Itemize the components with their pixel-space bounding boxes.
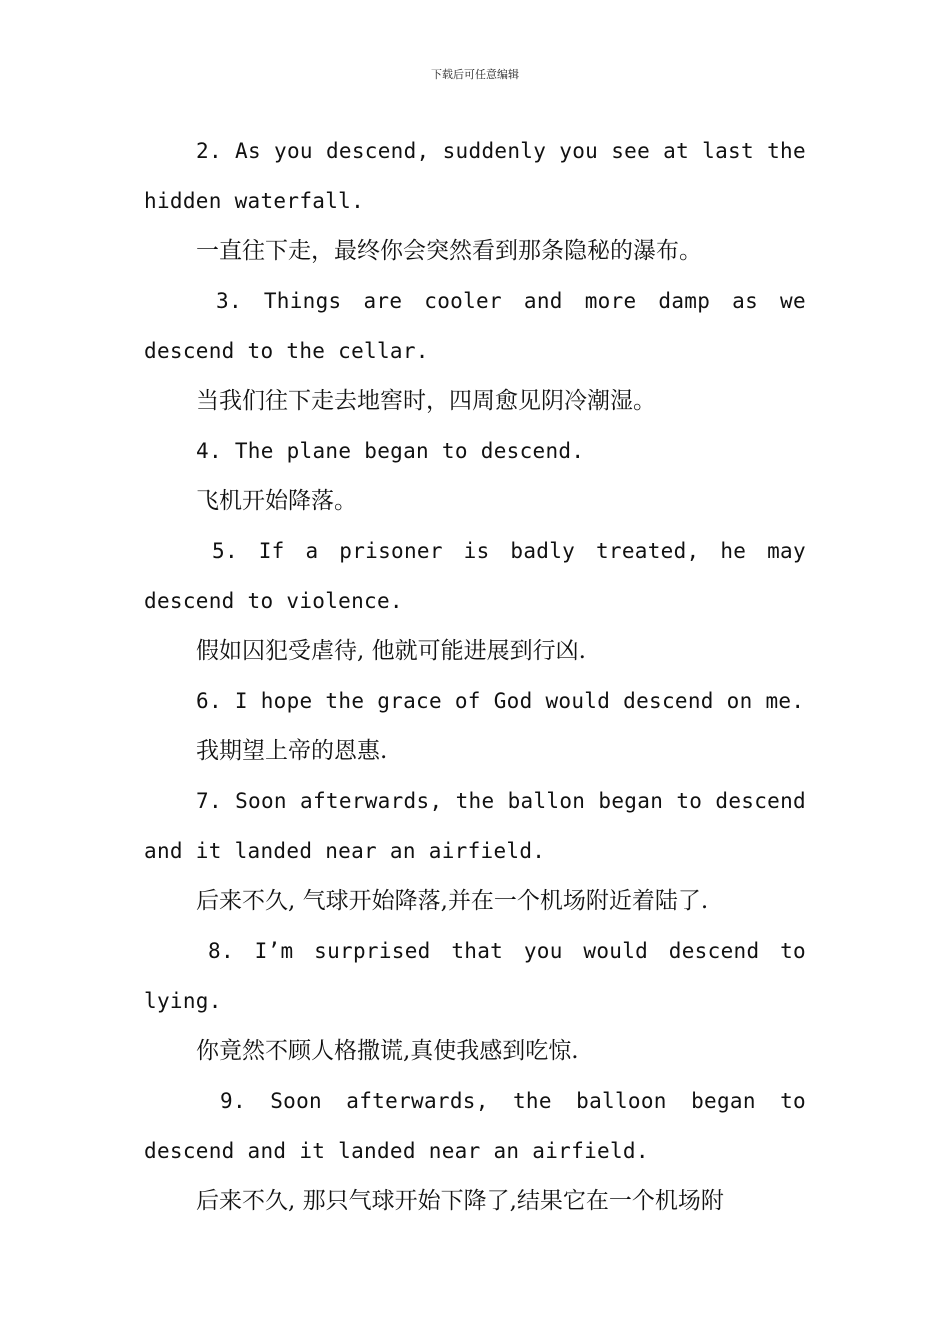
example-7-english-line-2: and it landed near an airfield. — [144, 839, 546, 863]
word: badly — [510, 539, 576, 563]
word: began — [691, 1089, 756, 1113]
word: began — [598, 789, 664, 813]
example-3-english-line-1 — [144, 276, 806, 326]
word: cooler — [424, 289, 502, 313]
word: is — [463, 539, 490, 563]
word: last — [702, 139, 754, 163]
word: 7. — [196, 789, 222, 813]
word: would — [583, 939, 649, 963]
example-5-english-line-2: descend to violence. — [144, 589, 403, 613]
word: suddenly — [442, 139, 547, 163]
word: Soon — [270, 1089, 322, 1113]
example-8-english-line-2: lying. — [144, 989, 222, 1013]
example-6-english: 6. I hope the grace of God would descend on me. — [196, 689, 805, 713]
word: as — [732, 289, 759, 313]
word: the — [512, 1089, 552, 1113]
word: afterwards, — [346, 1089, 489, 1113]
word: descend — [668, 939, 760, 963]
word: are — [363, 289, 403, 313]
word: and — [523, 289, 563, 313]
word: a — [305, 539, 319, 563]
example-9-english-line-1 — [144, 1076, 806, 1126]
word: Things — [263, 289, 342, 313]
example-6-chinese: 我期望上帝的恩惠. — [196, 738, 388, 764]
page-header: 下载后可任意编辑 — [431, 68, 519, 81]
document-body — [144, 126, 806, 1226]
word: If — [258, 539, 285, 563]
example-4-chinese: 飞机开始降落。 — [196, 488, 357, 514]
word: afterwards, — [300, 789, 443, 813]
word: the — [767, 139, 806, 163]
word: to — [780, 939, 806, 963]
example-7-chinese: 后来不久, 气球开始降落,并在一个机场附近着陆了. — [196, 888, 709, 914]
example-2-chinese: 一直往下走，最终你会突然看到那条隐秘的瀑布。 — [196, 238, 702, 264]
word: As — [235, 139, 261, 163]
word: you — [559, 139, 599, 163]
word: may — [767, 539, 806, 563]
word: 8. — [208, 939, 234, 963]
example-3-english-line-2: descend to the cellar. — [144, 339, 429, 363]
example-2-english-line-1 — [144, 126, 806, 176]
example-9-english-line-2: descend and it landed near an airfield. — [144, 1139, 649, 1163]
word: 9. — [220, 1089, 246, 1113]
example-2-english-line-2: hidden waterfall. — [144, 189, 365, 213]
example-4-english: 4. The plane began to descend. — [196, 439, 585, 463]
word: we — [780, 289, 806, 313]
example-9-chinese: 后来不久, 那只气球开始下降了,结果它在一个机场附 — [196, 1188, 724, 1214]
word: more — [584, 289, 637, 313]
word: you — [274, 139, 313, 163]
example-5-chinese: 假如囚犯受虐待, 他就可能进展到行凶. — [196, 638, 586, 664]
word: 5. — [212, 539, 238, 563]
word: prisoner — [339, 539, 443, 563]
example-3-chinese: 当我们往下走去地窖时，四周愈见阴冷潮湿。 — [196, 388, 656, 414]
example-8-english-line-1 — [144, 926, 806, 976]
word: 2. — [196, 139, 222, 163]
word: descend, — [325, 139, 430, 163]
word: he — [720, 539, 747, 563]
word: descend — [715, 789, 806, 813]
example-8-chinese: 你竟然不顾人格撒谎,真使我感到吃惊. — [196, 1038, 579, 1064]
word: you — [523, 939, 563, 963]
word: ballon — [507, 789, 586, 813]
word: 3. — [216, 289, 242, 313]
word: surprised — [314, 939, 431, 963]
word: that — [451, 939, 504, 963]
word: see — [611, 139, 651, 163]
word: balloon — [576, 1089, 667, 1113]
example-5-english-line-1 — [144, 526, 806, 576]
word: at — [663, 139, 690, 163]
word: the — [455, 789, 495, 813]
word: to — [780, 1089, 806, 1113]
word: I’m — [254, 939, 294, 963]
word: treated, — [595, 539, 700, 563]
word: Soon — [235, 789, 287, 813]
word: to — [676, 789, 703, 813]
word: damp — [658, 289, 711, 313]
example-7-english-line-1 — [144, 776, 806, 826]
